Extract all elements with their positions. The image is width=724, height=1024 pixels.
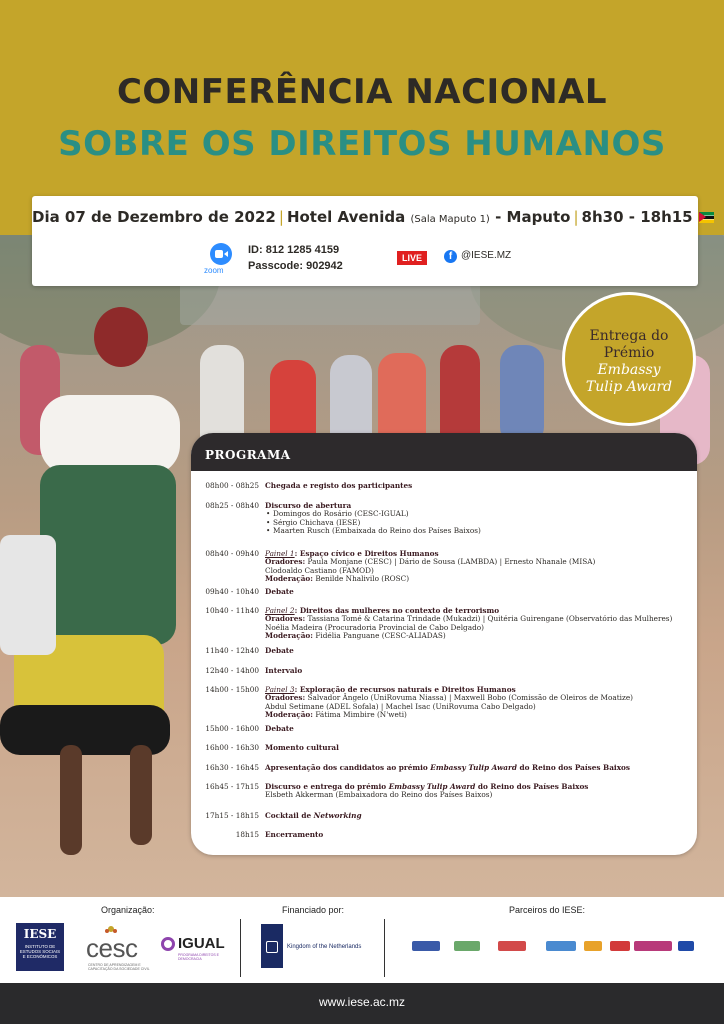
footer-divider [384,919,385,977]
netherlands-crest-icon [266,941,278,953]
program-item-title: : Exploração de recursos naturais e Direitos Humanos [294,685,516,694]
program-item-title: Debate [265,646,294,655]
event-venue: Hotel Avenida [286,208,406,226]
footer [0,897,724,983]
igual-logo-subtitle: PROGRAMA DIREITOS E DEMOCRACIA [178,953,219,961]
speaker-bullet: • Sérgio Chichava (IESE) [265,519,693,527]
live-badge[interactable]: LIVE [397,251,427,265]
program-item-title-end: do Reino dos Países Baixos [475,782,589,791]
panel-label: Painel 2 [265,606,295,615]
cesc-logo-subtitle: CENTRO DE APRENDIZAGEM E CAPACITAÇÃO DA SOCIEDADE CIVIL [88,963,150,971]
moderation-label: Moderação: [265,631,313,641]
program-time: 17h15 - 18h15 [205,811,259,820]
award-line4: Tulip Award [585,379,673,395]
igual-mark-icon [161,937,175,951]
moderation-label: Moderação: [265,710,313,720]
partner-logo[interactable] [498,941,526,951]
website-link[interactable]: www.iese.ac.mz [318,995,406,1009]
speakers: Tassiana Tomé & Catarina Trindade (Mukadzi) | Quitéria Guirengane (Observatório das Mulheres) [307,614,673,624]
award-name: Embassy Tulip Award [388,782,476,791]
facebook-icon[interactable]: f [444,250,457,263]
facebook-handle[interactable]: @IESE.MZ [461,250,512,261]
moderator: Fátima Mimbire (N'weti) [315,710,407,720]
conference-title-line1: CONFERÊNCIA NACIONAL [116,72,608,112]
conference-title-line2: SOBRE OS DIREITOS HUMANOS [58,124,666,164]
speakers: Paula Monjane (CESC) | Dário de Sousa (LAMBDA) | Ernesto Nhanale (MISA) [307,557,596,567]
speakers-label: Oradores: [265,693,306,703]
program-panel [191,433,697,855]
zoom-icon[interactable] [210,243,232,265]
award-badge [562,292,696,426]
panel-label: Painel 3 [265,685,295,694]
program-time: 18h15 [235,830,259,839]
speaker-bullet: • Maarten Rusch (Embaixada do Reino dos Países Baixos) [265,527,693,535]
program-time: 12h40 - 14h00 [205,666,259,675]
speaker-bullet: • Domingos do Rosário (CESC-IGUAL) [265,510,693,518]
panel-label: Painel 1 [265,549,295,558]
speakers-label: Oradores: [265,557,306,567]
event-room: (Sala Maputo 1) [410,214,490,225]
partner-logo[interactable] [454,941,480,951]
program-item-title: Debate [265,724,294,733]
program-item-title: Discurso e entrega do prémio [265,782,389,791]
program-item-title: Encerramento [265,830,324,839]
program-time: 16h30 - 16h45 [205,763,259,772]
event-info-card [32,196,698,286]
partner-logo[interactable] [546,941,576,951]
speakers-label: Oradores: [265,614,306,624]
cesc-logo[interactable]: cesc [86,933,138,963]
award-line1: Entrega do [589,328,669,344]
speaker-detail: Elsbeth Akkerman (Embaixadora do Reino dos Países Baixos) [265,790,493,800]
iese-logo-subtitle: INSTITUTO DE ESTUDOS SOCIAIS E ECONÓMICOS [19,944,61,959]
program-item-title: Chegada e registo dos participantes [265,481,413,490]
iese-logo-text: IESE [23,927,57,941]
program-time: 14h00 - 15h00 [205,685,259,694]
award-name: Embassy Tulip Award [430,763,517,772]
moderation-label: Moderação: [265,574,313,584]
program-header [191,433,697,471]
program-item-title: Intervalo [265,666,303,675]
zoom-label: zoom [204,266,224,275]
program-time: 16h00 - 16h30 [205,743,259,752]
program-time: 08h40 - 09h40 [205,549,259,558]
program-time: 16h45 - 17h15 [205,782,259,791]
igual-logo[interactable]: IGUAL [178,935,225,952]
netherlands-name: Kingdom of the Netherlands [287,944,362,950]
program-item-title: : Espaço cívico e Direitos Humanos [294,549,439,558]
speakers-continued: Noélia Madeira (Procuradoria Provincial de Cabo Delgado) [265,622,484,632]
zoom-passcode: Passcode: 902942 [248,260,343,272]
partner-logo[interactable] [584,941,602,951]
award-line2: Prémio [603,345,655,361]
partner-logo[interactable] [412,941,440,951]
program-time: 11h40 - 12h40 [205,646,259,655]
program-item-title: Apresentação dos candidatos ao prémio [265,763,431,772]
eu-flag-icon[interactable] [678,941,694,951]
partner-logo[interactable] [634,941,672,951]
partner-logo[interactable] [610,941,630,951]
bottom-bar [0,983,724,1024]
program-time: 09h40 - 10h40 [205,587,259,596]
mozambique-flag-icon [699,212,714,223]
footer-divider [240,919,241,977]
program-item-title: : Direitos das mulheres no contexto de terrorismo [294,606,500,615]
zoom-meeting-id: ID: 812 1285 4159 [248,244,340,256]
speakers-continued: Abdul Setimane (ADEL Sofala) | Machel Isac (UniRovuma Cabo Delgado) [265,701,536,711]
organization-label: Organização: [101,905,155,915]
iese-logo[interactable] [16,923,64,971]
partners-label: Parceiros do IESE: [509,905,586,915]
program-item-title: Cocktail de [265,811,314,820]
moderator: Fidélia Panguane (CESC-ALIADAS) [315,631,446,641]
speakers: Salvador Ângelo (UniRovuma Niassa) | Maxwell Bobo (Comissão de Oleiros de Moatize) [307,693,634,703]
award-line3: Embassy [597,362,661,378]
program-time: 08h25 - 08h40 [205,501,259,510]
funded-label: Financiado por: [282,905,345,915]
moderator: Benilde Nhalivilo (ROSC) [315,574,410,584]
event-hours: 8h30 - 18h15 [581,208,693,226]
event-details-line: Dia 07 de Dezembro de 2022 | Hotel Avenida (Sala Maputo 1) - Maputo | 8h30 - 18h15 [32,208,698,226]
event-city: - Maputo [495,208,571,226]
program-item-title: Discurso de abertura [265,501,352,510]
program-time: 10h40 - 11h40 [205,606,259,615]
program-item-title: Debate [265,587,294,596]
program-time: 08h00 - 08h25 [205,481,259,490]
event-date: Dia 07 de Dezembro de 2022 [32,208,276,226]
program-item-title: Momento cultural [265,743,339,752]
speakers-continued: Clodoaldo Castiano (FAMOD) [265,565,374,575]
program-time: 15h00 - 16h00 [205,724,259,733]
program-item-title-end: do Reino dos Países Baixos [516,763,631,772]
program-title: PROGRAMA [205,448,291,462]
program-item-title-italic: Networking [313,811,362,820]
